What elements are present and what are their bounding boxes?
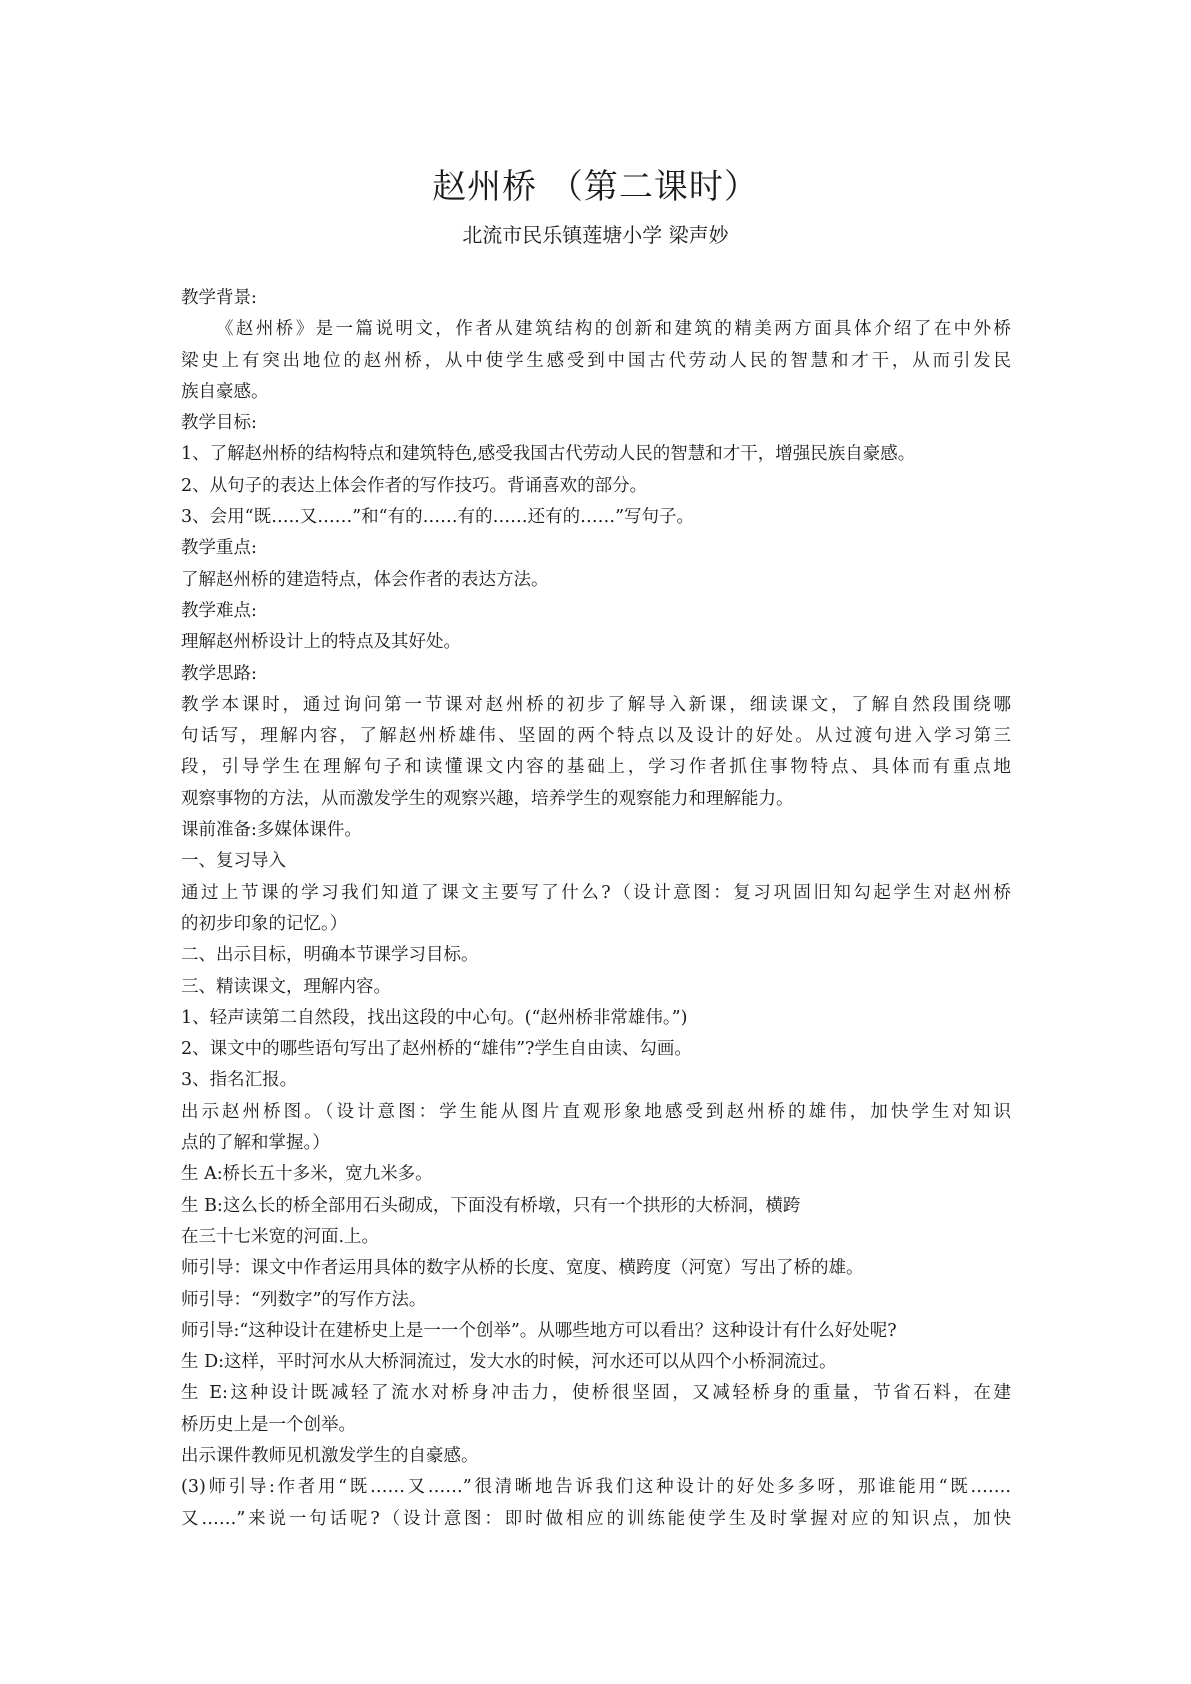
- text-line: 师引导:“这种设计在建桥史上是一一个创举”。从哪些地方可以看出？这种设计有什么好处呢?: [181, 1320, 897, 1341]
- text-line: 了解赵州桥的建造特点，体会作者的表达方法。: [181, 569, 549, 590]
- text-line: 生 B:这么长的桥全部用石头砌成，下面没有桥墩，只有一个拱形的大桥洞，横跨: [181, 1195, 801, 1216]
- text-line: 三、精读课文，理解内容。: [181, 976, 391, 997]
- text-line: 2、从句子的表达上体会作者的写作技巧。背诵喜欢的部分。: [181, 475, 648, 496]
- text-line: 课前准备:多媒体课件。: [181, 820, 362, 841]
- text-line: 的初步印象的记忆。）: [181, 913, 348, 934]
- text-line: 师引导：课文中作者运用具体的数字从桥的长度、宽度、横跨度（河宽）写出了桥的雄。: [181, 1258, 864, 1279]
- text-line: 梁史上有突出地位的赵州桥，从中使学生感受到中国古代劳动人民的智慧和才干，从而引发民: [181, 350, 1011, 371]
- text-line: 1、轻声读第二自然段，找出这段的中心句。(“赵州桥非常雄伟。”): [181, 1007, 688, 1028]
- text-line: 又……”来说一句话呢?（设计意图：即时做相应的训练能使学生及时掌握对应的知识点，加快: [181, 1508, 1011, 1529]
- text-line: 段，引导学生在理解句子和读懂课文内容的基础上，学习作者抓住事物特点、具体而有重点地: [181, 757, 1011, 778]
- text-line: 教学目标:: [181, 413, 257, 434]
- text-line: 句话写，理解内容，了解赵州桥雄伟、坚固的两个特点以及设计的好处。从过渡句进入学习第三: [181, 726, 1011, 747]
- text-line: 教学思路:: [181, 663, 257, 684]
- text-line: 教学重点:: [181, 538, 257, 559]
- text-line: 生 A:桥长五十多米，宽九米多。: [181, 1164, 433, 1185]
- text-line: 生 E:这种设计既减轻了流水对桥身冲击力，使桥很坚固，又减轻桥身的重量，节省石料，在建: [181, 1383, 1011, 1404]
- text-line: 通过上节课的学习我们知道了课文主要写了什么?（设计意图：复习巩固旧知勾起学生对赵州桥: [181, 882, 1011, 903]
- text-line: 出示赵州桥图。（设计意图：学生能从图片直观形象地感受到赵州桥的雄伟，加快学生对知识: [181, 1101, 1011, 1122]
- text-line: 二、出示目标，明确本节课学习目标。: [181, 945, 479, 966]
- text-line: 教学本课时，通过询问第一节课对赵州桥的初步了解导入新课，细读课文，了解自然段围绕哪: [181, 694, 1011, 715]
- text-line: 点的了解和掌握。）: [181, 1133, 330, 1154]
- text-line: 3、指名汇报。: [181, 1070, 298, 1091]
- text-line: 教学难点:: [181, 600, 257, 621]
- text-line: (3)师引导:作者用“既……又……”很清晰地告诉我们这种设计的好处多多呀，那谁能用“既…….: [181, 1477, 1011, 1498]
- author-line: 北流市民乐镇莲塘小学 梁声妙: [462, 223, 729, 247]
- text-line: 观察事物的方法，从而激发学生的观察兴趣，培养学生的观察能力和理解能力。: [181, 788, 794, 809]
- text-line: 出示课件教师见机激发学生的自豪感。: [181, 1445, 479, 1466]
- text-line: 2、课文中的哪些语句写出了赵州桥的“雄伟”?学生自由读、勾画。: [181, 1039, 692, 1060]
- document-body: [181, 283, 1011, 1535]
- document-title: 赵州桥 （第二课时）: [432, 167, 759, 207]
- text-line: 一、复习导入: [181, 851, 286, 872]
- text-line: 教学背景:: [181, 288, 257, 308]
- text-line: 师引导：“列数字”的写作方法。: [181, 1289, 427, 1310]
- text-line: 族自豪感。: [181, 381, 269, 402]
- text-line: 3、会用“既…..又……”和“有的……有的……还有的……”写句子。: [181, 507, 695, 528]
- text-line: 理解赵州桥设计上的特点及其好处。: [181, 632, 461, 653]
- text-line: 《赵州桥》是一篇说明文，作者从建筑结构的创新和建筑的精美两方面具体介绍了在中外桥: [216, 319, 1011, 340]
- text-line: 1、了解赵州桥的结构特点和建筑特色,感受我国古代劳动人民的智慧和才干，增强民族自豪感。: [181, 444, 916, 465]
- text-line: 生 D:这样，平时河水从大桥洞流过，发大水的时候，河水还可以从四个小桥洞流过。: [181, 1352, 837, 1373]
- text-line: 在三十七米宽的河面.上。: [181, 1226, 380, 1247]
- text-line: 桥历史上是一个创举。: [181, 1414, 356, 1435]
